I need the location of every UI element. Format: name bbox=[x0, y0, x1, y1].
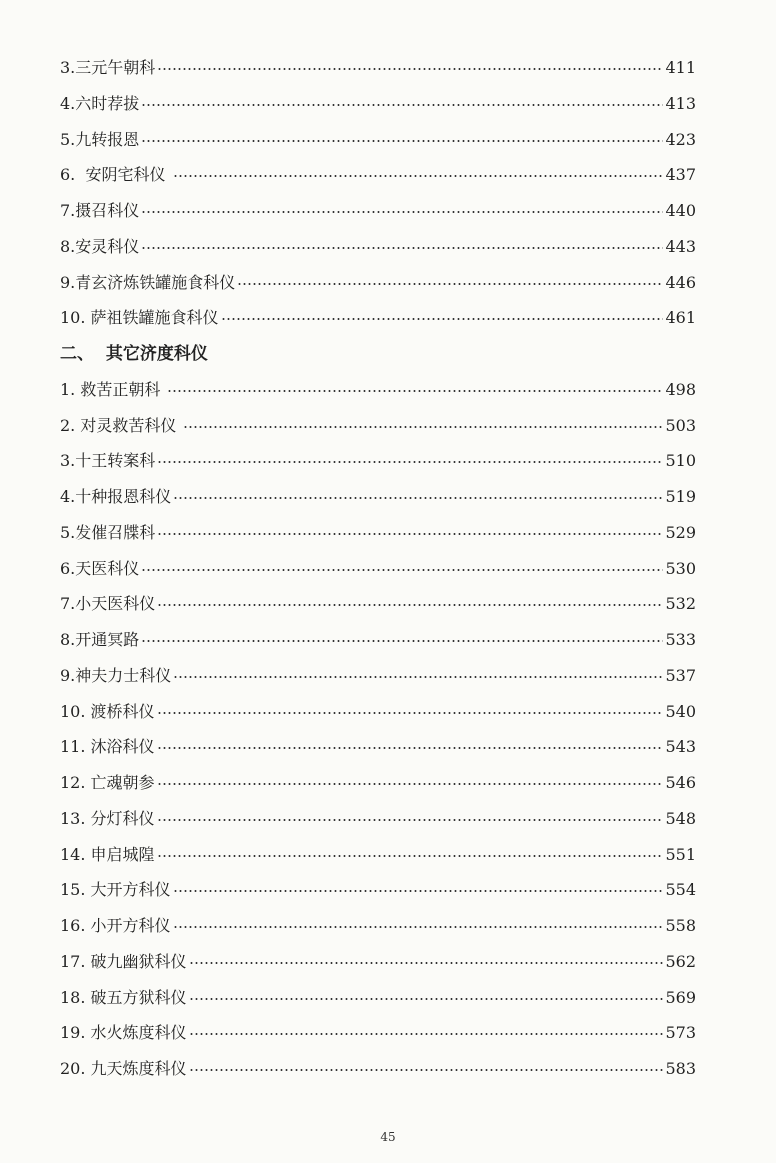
dot-leader bbox=[157, 68, 663, 70]
toc-entry bbox=[60, 90, 696, 118]
toc-entry-number: 1. bbox=[60, 379, 76, 399]
toc-entry-title: 小天医科仪 bbox=[75, 594, 156, 614]
toc-entry-title: 十王转案科 bbox=[75, 451, 156, 471]
toc-entry-title: 摄召科仪 bbox=[75, 201, 140, 220]
toc-entry-title: 安阴宅科仪 bbox=[75, 165, 171, 185]
dot-leader bbox=[183, 426, 663, 428]
toc-entry-page: 546 bbox=[665, 773, 696, 792]
toc-entry bbox=[60, 948, 696, 976]
toc-entry-title: 破五方狱科仪 bbox=[85, 987, 187, 1007]
dot-leader bbox=[173, 497, 663, 499]
toc-entry-page: 446 bbox=[665, 272, 696, 292]
toc-entry-label bbox=[60, 841, 155, 869]
toc-entry bbox=[60, 555, 696, 583]
toc-entry bbox=[60, 912, 696, 940]
toc-entry bbox=[60, 662, 696, 690]
toc-entry-title: 十种报恩科仪 bbox=[75, 487, 172, 506]
toc-entry-page: 530 bbox=[665, 558, 696, 578]
toc-entry-number: 6. bbox=[60, 558, 76, 578]
dot-leader bbox=[141, 104, 663, 106]
toc-entry-page: 411 bbox=[665, 58, 696, 77]
dot-leader bbox=[167, 390, 663, 392]
toc-entry bbox=[60, 841, 696, 869]
toc-entry-label bbox=[60, 769, 155, 797]
toc-entry-title: 九天炼度科仪 bbox=[85, 1059, 187, 1078]
dot-leader bbox=[141, 247, 663, 249]
toc-entry-label bbox=[60, 948, 187, 976]
toc-entry-title: 分灯科仪 bbox=[85, 808, 155, 828]
toc-entry bbox=[60, 126, 696, 154]
toc-entry-label bbox=[60, 304, 219, 332]
dot-leader bbox=[221, 318, 664, 320]
toc-entry-title: 三元午朝科 bbox=[75, 58, 156, 77]
dot-leader bbox=[189, 962, 664, 964]
toc-entry-page: 540 bbox=[665, 701, 696, 721]
toc-entry-label bbox=[60, 161, 171, 189]
toc-entry-label bbox=[60, 233, 139, 261]
toc-entry-number: 8. bbox=[60, 236, 76, 256]
toc-entry-label bbox=[60, 662, 171, 690]
toc-entry-page: 532 bbox=[665, 594, 696, 614]
toc-entry bbox=[60, 733, 696, 761]
page-number: 45 bbox=[380, 1130, 396, 1144]
toc-entry-label bbox=[60, 54, 155, 82]
toc-entry-title: 青玄济炼铁罐施食科仪 bbox=[75, 272, 236, 292]
dot-leader bbox=[157, 712, 664, 714]
toc-entry-label bbox=[60, 269, 235, 297]
toc-entry bbox=[60, 769, 696, 797]
toc-entry-page: 503 bbox=[665, 415, 696, 435]
toc-entry-label bbox=[60, 447, 155, 475]
toc-entry-number: 6. bbox=[60, 165, 76, 185]
dot-leader bbox=[173, 926, 664, 928]
toc-entry-title: 破九幽狱科仪 bbox=[85, 951, 187, 971]
toc-entry-page: 529 bbox=[665, 522, 696, 542]
toc-entry-number: 20. bbox=[60, 1059, 86, 1078]
toc-entry-number: 11. bbox=[60, 737, 86, 757]
toc-entry bbox=[60, 984, 696, 1012]
toc-entry-number: 9. bbox=[60, 272, 76, 292]
toc-entry-number: 4. bbox=[60, 487, 76, 506]
toc-entry-title: 沐浴科仪 bbox=[85, 737, 155, 757]
toc-entry-label bbox=[60, 912, 171, 940]
toc-entry-title: 小开方科仪 bbox=[85, 916, 171, 935]
toc-entry-number: 13. bbox=[60, 808, 86, 828]
toc-entry-page: 440 bbox=[665, 201, 696, 220]
toc-entry-number: 14. bbox=[60, 844, 86, 864]
toc-entry bbox=[60, 447, 696, 475]
dot-leader bbox=[141, 569, 663, 571]
section-heading: 二、 其它济度科仪 bbox=[60, 344, 208, 364]
toc-entry-label bbox=[60, 376, 165, 404]
toc-entry bbox=[60, 483, 696, 511]
toc-entry-label bbox=[60, 519, 155, 547]
toc-entry-number: 19. bbox=[60, 1023, 86, 1043]
toc-entry bbox=[60, 626, 696, 654]
toc-entry-number: 5. bbox=[60, 522, 76, 542]
dot-leader bbox=[141, 211, 663, 213]
toc-entry-number: 15. bbox=[60, 880, 86, 900]
toc-entry bbox=[60, 376, 696, 404]
toc-entry-page: 558 bbox=[665, 916, 696, 935]
toc-entry-title: 救苦正朝科 bbox=[75, 379, 166, 399]
toc-entry-number: 17. bbox=[60, 951, 86, 971]
toc-entry bbox=[60, 805, 696, 833]
toc-entry bbox=[60, 590, 696, 618]
toc-entry-page: 510 bbox=[665, 451, 696, 471]
toc-entry-number: 16. bbox=[60, 916, 86, 935]
dot-leader bbox=[157, 461, 663, 463]
dot-leader bbox=[237, 283, 663, 285]
toc-entry-label bbox=[60, 733, 155, 761]
toc-entry-title: 水火炼度科仪 bbox=[85, 1023, 187, 1043]
toc-entry-title: 申启城隍 bbox=[85, 844, 155, 864]
toc-entry-page: 569 bbox=[665, 987, 696, 1007]
toc-entry-title: 六时荐拔 bbox=[75, 93, 140, 113]
dot-leader bbox=[141, 140, 663, 142]
dot-leader bbox=[157, 533, 663, 535]
toc-entry-number: 3. bbox=[60, 58, 76, 77]
toc-entry-label bbox=[60, 555, 139, 583]
toc-entry-title: 天医科仪 bbox=[75, 558, 140, 578]
toc-entry-number: 7. bbox=[60, 201, 76, 220]
toc-entry bbox=[60, 233, 696, 261]
toc-entry bbox=[60, 1019, 696, 1047]
toc-entry-number: 12. bbox=[60, 773, 86, 792]
toc-entry-page: 548 bbox=[665, 808, 696, 828]
toc-entry-page: 554 bbox=[665, 880, 696, 900]
toc-entry-label bbox=[60, 197, 139, 225]
toc-entry-label bbox=[60, 698, 155, 726]
toc-entry-number: 8. bbox=[60, 630, 76, 649]
dot-leader bbox=[141, 640, 663, 642]
dot-leader bbox=[189, 1033, 664, 1035]
dot-leader bbox=[173, 175, 664, 177]
toc-entry-page: 543 bbox=[665, 737, 696, 757]
toc-entry-page: 583 bbox=[665, 1059, 696, 1078]
toc-entry-page: 423 bbox=[665, 129, 696, 149]
toc-entry bbox=[60, 197, 696, 225]
toc-entry-title: 开通冥路 bbox=[75, 630, 140, 649]
toc-entry-number: 10. bbox=[60, 308, 86, 328]
toc-entry-page: 537 bbox=[665, 665, 696, 685]
toc-entry-label bbox=[60, 984, 187, 1012]
toc-entry bbox=[60, 876, 696, 904]
toc-entry-page: 498 bbox=[665, 379, 696, 399]
toc-entry-title: 渡桥科仪 bbox=[85, 701, 155, 721]
toc-entry-label bbox=[60, 805, 155, 833]
dot-leader bbox=[157, 747, 664, 749]
toc-entry bbox=[60, 412, 696, 440]
dot-leader bbox=[157, 819, 664, 821]
toc-entry-label bbox=[60, 1055, 187, 1083]
toc-entry-label bbox=[60, 90, 139, 118]
toc-entry-page: 573 bbox=[665, 1023, 696, 1043]
toc-entry-title: 安灵科仪 bbox=[75, 236, 140, 256]
toc-entry-title: 大开方科仪 bbox=[85, 880, 171, 900]
toc-entry-label bbox=[60, 126, 139, 154]
toc-entry bbox=[60, 269, 696, 297]
toc-entry-page: 551 bbox=[665, 844, 696, 864]
toc-entry bbox=[60, 519, 696, 547]
toc-entry-number: 18. bbox=[60, 987, 86, 1007]
toc-entry-title: 发催召牒科 bbox=[75, 522, 156, 542]
toc-entry-title: 萨祖铁罐施食科仪 bbox=[85, 308, 219, 328]
toc-entry-title: 九转报恩 bbox=[75, 129, 140, 149]
toc-entry-label bbox=[60, 1019, 187, 1047]
dot-leader bbox=[157, 783, 664, 785]
toc-entry bbox=[60, 698, 696, 726]
toc-entry-number: 7. bbox=[60, 594, 76, 614]
toc-entry-number: 2. bbox=[60, 415, 76, 435]
toc-entry bbox=[60, 161, 696, 189]
toc-entry-label bbox=[60, 412, 181, 440]
toc-entry-title: 神夫力士科仪 bbox=[75, 665, 172, 685]
toc-entry-number: 10. bbox=[60, 701, 86, 721]
toc-entry-page: 443 bbox=[665, 236, 696, 256]
dot-leader bbox=[189, 998, 664, 1000]
toc-entry-label bbox=[60, 626, 139, 654]
dot-leader bbox=[189, 1069, 664, 1071]
toc-entry-label bbox=[60, 876, 171, 904]
toc-entry bbox=[60, 54, 696, 82]
toc-entry-page: 437 bbox=[665, 165, 696, 185]
toc-entry-number: 3. bbox=[60, 451, 76, 471]
toc-entry-page: 413 bbox=[665, 93, 696, 113]
toc-entry-title: 亡魂朝参 bbox=[85, 773, 155, 792]
toc-entry-page: 519 bbox=[665, 487, 696, 506]
toc-entry-page: 461 bbox=[665, 308, 696, 328]
toc-entry-number: 9. bbox=[60, 665, 76, 685]
toc-entry bbox=[60, 304, 696, 332]
toc-entry-page: 562 bbox=[665, 951, 696, 971]
dot-leader bbox=[157, 604, 663, 606]
toc-entry-label bbox=[60, 483, 171, 511]
toc-entry-label bbox=[60, 590, 155, 618]
toc-entry-title: 对灵救苦科仪 bbox=[75, 415, 182, 435]
toc-entry-number: 4. bbox=[60, 93, 76, 113]
toc-entry bbox=[60, 1055, 696, 1083]
dot-leader bbox=[173, 890, 664, 892]
dot-leader bbox=[157, 855, 664, 857]
dot-leader bbox=[173, 676, 663, 678]
toc-entry-number: 5. bbox=[60, 129, 76, 149]
toc-entry-page: 533 bbox=[665, 630, 696, 649]
